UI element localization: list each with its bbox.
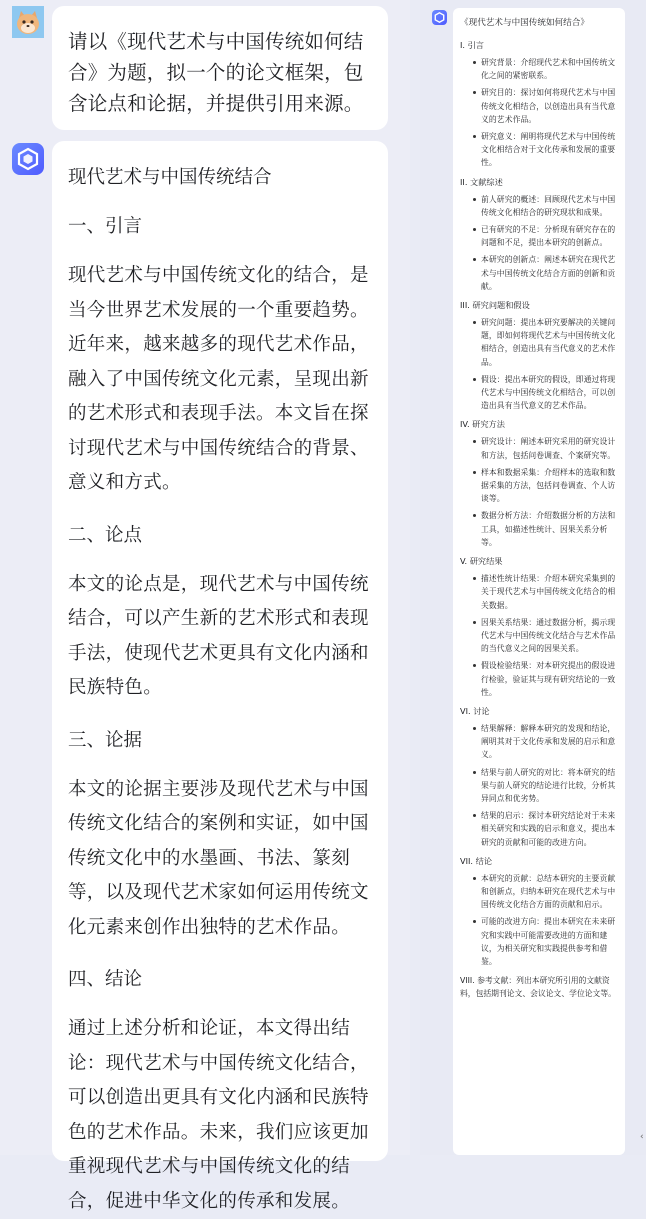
bot-avatar-small [432,10,447,25]
list-item: 研究设计：阐述本研究采用的研究设计和方法，包括问卷调查、个案研究等。 [460,435,619,461]
scroll-arrow-icon[interactable]: ‹ [640,1132,644,1142]
outline-list [460,316,619,412]
list-item: 描述性统计结果：介绍本研究采集到的关于现代艺术与中国传统文化结合的相关数据。 [460,572,619,612]
outline-title: 《现代艺术与中国传统如何结合》 [460,18,589,28]
section-heading: 四、结论 [68,969,143,990]
outline-section-heading: V. 研究结果 [460,556,503,567]
outline-list [460,872,619,968]
list-item: 数据分析方法：介绍数据分析的方法和工具，如描述性统计、因果关系分析等。 [460,509,619,549]
outline-section-heading: III. 研究问题和假设 [460,300,530,311]
section-heading: 一、引言 [68,216,143,237]
bot-message-bubble [52,141,388,1212]
list-item: 研究意义：阐明将现代艺术与中国传统文化相结合对于文化传承和发展的重要性。 [460,130,619,170]
list-item: 结果的启示：探讨本研究结论对于未来相关研究和实践的启示和意义，提出本研究的贡献和可能的改进方向。 [460,809,619,849]
section-body: 通过上述分析和论证，本文得出结论：现代艺术与中国传统文化结合，可以创造出更具有文化内涵和民族特色的艺术作品。未来，我们应该更加重视现代艺术与中国传统文化的结合，促进中华文化的传承和发展。 [68,1018,369,1212]
outline-card [453,8,625,1155]
references-line: VIII. 参考文献：列出本研究所引用的文献资料，包括期刊论文、会议论文、学位论文等。 [460,976,616,999]
list-item: 研究背景：介绍现代艺术和中国传统文化之间的紧密联系。 [460,56,619,82]
outline-list [460,572,619,699]
outline-section-heading: I. 引言 [460,40,484,50]
list-item: 样本和数据采集：介绍样本的选取和数据采集的方法，包括问卷调查、个人访谈等。 [460,466,619,506]
cube-logo-icon [432,10,447,25]
outline-section-heading: VII. 结论 [460,855,493,866]
user-message-text: 请以《现代艺术与中国传统如何结合》为题，拟一个的论文框架，包含论点和论据，并提供引用来源。 [68,30,364,115]
list-item: 可能的改进方向：提出本研究在未来研究和实践中可能需要改进的方面和建议，为相关研究和实践提供参考和借鉴。 [460,915,619,968]
list-item: 已有研究的不足：分析现有研究存在的问题和不足，提出本研究的创新点。 [460,223,619,249]
section-body: 本文的论点是，现代艺术与中国传统结合，可以产生新的艺术形式和表现手法，使现代艺术更具有文化内涵和民族特色。 [68,573,369,698]
outline-section-heading: VI. 讨论 [460,705,490,716]
section-body: 本文的论据主要涉及现代艺术与中国传统文化结合的案例和实证，如中国传统文化中的水墨画、书法、篆刻等，以及现代艺术家如何运用传统文化元素来创作出独特的艺术作品。 [68,778,369,938]
outline-section-heading: IV. 研究方法 [460,419,505,430]
list-item: 结果解释：解释本研究的发现和结论，阐明其对于文化传承和发展的启示和意义。 [460,722,619,762]
user-avatar [12,6,44,38]
outline-list [460,56,619,170]
section-body: 现代艺术与中国传统文化的结合，是当今世界艺术发展的一个重要趋势。近年来，越来越多的现代艺术作品，融入了中国传统文化元素，呈现出新的艺术形式和表现手法。本文旨在探讨现代艺术与中国传统结合的背景、意义和方式。 [68,265,369,493]
outline-list [460,722,619,849]
section-heading: 三、论据 [68,729,143,751]
outline-list [460,435,619,549]
list-item: 研究问题：提出本研究要解决的关键问题，即如何将现代艺术与中国传统文化相结合，创造出具有当代意义的艺术作品。 [460,316,619,369]
bot-avatar [12,143,44,175]
cat-face-avatar-icon [12,6,44,38]
user-message-bubble [52,6,388,130]
list-item: 本研究的创新点：阐述本研究在现代艺术与中国传统文化结合方面的创新和贡献。 [460,253,619,293]
list-item: 前人研究的概述：回顾现代艺术与中国传统文化相结合的研究现状和成果。 [460,193,619,219]
cube-logo-icon [12,143,44,175]
section-heading: 二、论点 [68,524,143,546]
outline-panel [420,0,646,1155]
list-item: 因果关系结果：通过数据分析，揭示现代艺术与中国传统文化结合与艺术作品的当代意义之间的因果关系。 [460,616,619,656]
list-item: 假设检验结果：对本研究提出的假设进行检验，验证其与现有研究结论的一致性。 [460,659,619,699]
outline-list [460,193,619,293]
list-item: 研究目的：探讨如何将现代艺术与中国传统文化相结合，以创造出具有当代意义的艺术作品。 [460,86,619,126]
list-item: 假设：提出本研究的假设，即通过将现代艺术与中国传统文化相结合，可以创造出具有当代意义的艺术作品。 [460,373,619,413]
bot-title: 现代艺术与中国传统结合 [68,167,272,188]
outline-section-heading: II. 文献综述 [460,176,503,187]
list-item: 本研究的贡献：总结本研究的主要贡献和创新点，归纳本研究在现代艺术与中国传统文化结合方面的贡献和启示。 [460,872,619,912]
list-item: 结果与前人研究的对比：将本研究的结果与前人研究的结论进行比较，分析其异同点和优劣势。 [460,766,619,806]
